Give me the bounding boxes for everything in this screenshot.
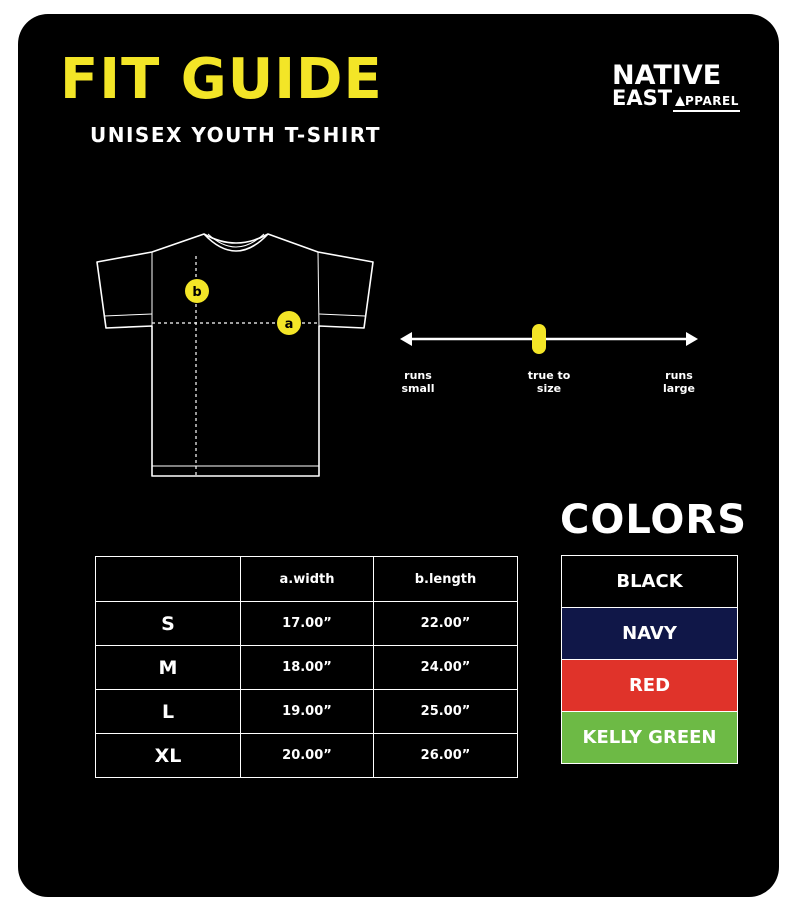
color-swatch-kelly-green: KELLY GREEN bbox=[562, 712, 737, 763]
colors-title: COLORS bbox=[560, 497, 748, 543]
logo-underline bbox=[673, 110, 740, 112]
header-cell-size bbox=[96, 557, 241, 602]
length-cell: 22.00” bbox=[374, 602, 518, 646]
arrow-left-icon bbox=[400, 332, 412, 346]
width-cell: 17.00” bbox=[241, 602, 374, 646]
page-title: FIT GUIDE bbox=[60, 47, 383, 112]
logo-line-2: EAST bbox=[612, 86, 673, 110]
scale-label-true: true to size bbox=[527, 369, 571, 395]
page-subtitle: UNISEX YOUTH T-SHIRT bbox=[90, 123, 381, 147]
tshirt-outline bbox=[97, 234, 373, 476]
table-row bbox=[96, 602, 518, 646]
length-cell: 25.00” bbox=[374, 690, 518, 734]
brand-logo bbox=[612, 62, 744, 114]
table-row bbox=[96, 690, 518, 734]
size-chart-table bbox=[95, 556, 518, 778]
color-swatch-list bbox=[561, 555, 738, 764]
marker-a-label: a bbox=[284, 317, 294, 332]
arrow-right-icon bbox=[686, 332, 698, 346]
table-header-row bbox=[96, 557, 518, 602]
width-cell: 19.00” bbox=[241, 690, 374, 734]
size-cell: L bbox=[96, 690, 241, 734]
table-row bbox=[96, 734, 518, 778]
color-swatch-black: BLACK bbox=[562, 556, 737, 608]
length-cell: 26.00” bbox=[374, 734, 518, 778]
fit-scale-line bbox=[398, 322, 700, 358]
width-cell: 18.00” bbox=[241, 646, 374, 690]
size-cell: M bbox=[96, 646, 241, 690]
scale-label-large: runs large bbox=[663, 369, 695, 395]
logo-line-3: PPAREL bbox=[685, 94, 739, 108]
marker-b-label: b bbox=[192, 285, 202, 300]
width-cell: 20.00” bbox=[241, 734, 374, 778]
header-cell-length: b.length bbox=[374, 557, 518, 602]
table-row bbox=[96, 646, 518, 690]
tshirt-diagram bbox=[92, 228, 377, 483]
size-cell: S bbox=[96, 602, 241, 646]
length-cell: 24.00” bbox=[374, 646, 518, 690]
logo-triangle-icon bbox=[675, 96, 685, 106]
fit-indicator bbox=[532, 324, 546, 354]
size-cell: XL bbox=[96, 734, 241, 778]
fit-scale bbox=[398, 322, 700, 402]
color-swatch-navy: NAVY bbox=[562, 608, 737, 660]
header-cell-width: a.width bbox=[241, 557, 374, 602]
scale-label-small: runs small bbox=[401, 369, 435, 395]
logo-line-1: NATIVE bbox=[612, 60, 722, 91]
color-swatch-red: RED bbox=[562, 660, 737, 712]
